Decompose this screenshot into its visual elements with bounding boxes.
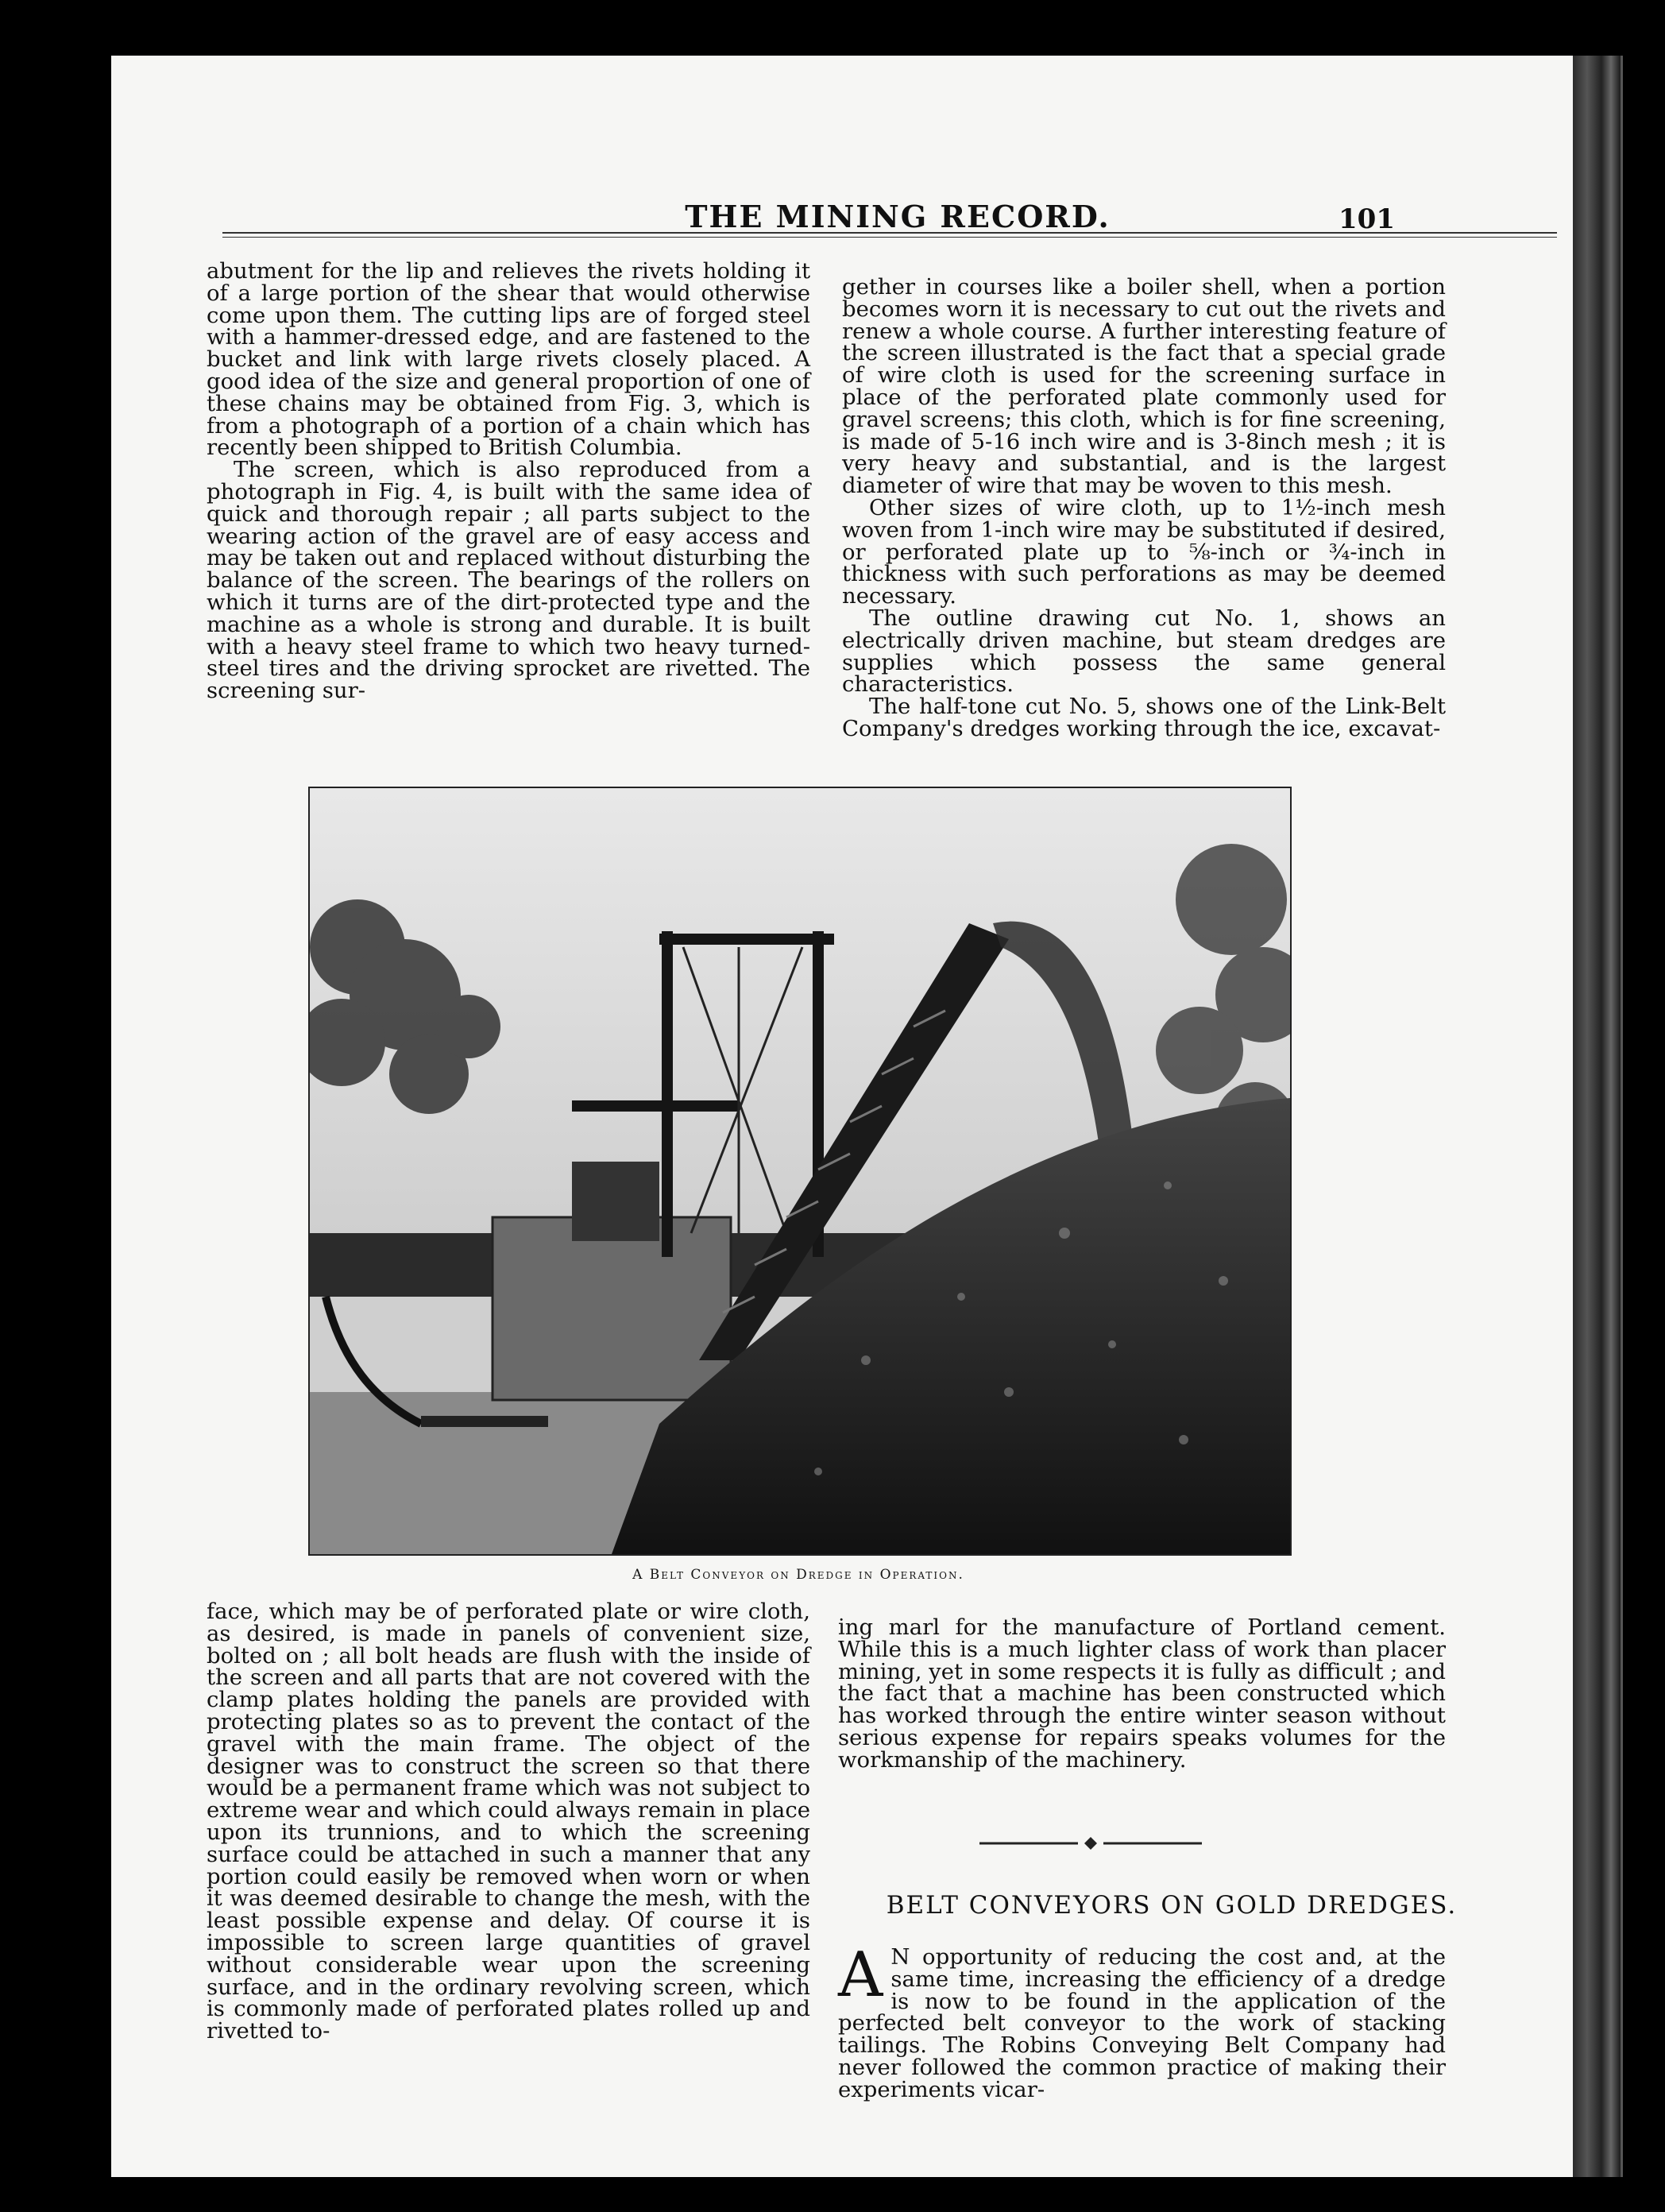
dredge-photo-image <box>310 788 1290 1554</box>
paragraph: gether in courses like a boiler shell, when a portion becomes worn it is necessary to cut out the rivets and renew a whole course. A further interesting feature of the screen illustrated is the fact that a special grade of wire cloth is used for the screening surface in place of the perforated plate commonly used for gravel screens; this cloth, which is for fine screening, is made of 5-16 inch wire and is 3-8inch mesh ; it is very heavy and substantial, and is the largest diameter of wire that may be woven to this mesh. <box>842 274 1446 499</box>
drop-cap: A <box>838 1939 883 2011</box>
paragraph: The half-tone cut No. 5, shows one of the Link-Belt Company's dredges working through the ice, excavat- <box>842 694 1446 741</box>
paragraph: The screen, which is also reproduced from a photograph in Fig. 4, is built with the same idea of quick and thorough repair ; all parts subject to the wearing action of the gravel are of easy access and may be taken out and replaced without disturbing the balance of the screen. The bearings of the rollers on which it turns are of the dirt-protected type and the machine as a whole is strong and durable. It is built with a heavy steel frame to which two heavy turned-steel tires and the driving sprocket are rivetted. The screening sur- <box>207 457 810 704</box>
paragraph: Other sizes of wire cloth, up to 1½-inch mesh woven from 1-inch wire may be substituted if desired, or perforated plate up to ⅝-inch or ¾-inch in thickness with such perforations as may be deemed necessary. <box>842 494 1446 609</box>
section-divider-ornament <box>979 1835 1202 1851</box>
paragraph: face, which may be of perforated plate or wire cloth, as desired, is made in panels of convenient size, bolted on ; all bolt heads are flush with the inside of the screen and all parts that are not covered with the clamp plates holding the panels are provided with protecting plates so as to prevent the contact of the gravel with the main frame. The object of the designer was to construct the screen so that there would be a permanent frame which was not subject to extreme wear and which could always remain in place upon its trunnions, and to which the screening surface could be attached in such a manner that any portion could easily be removed when worn or when it was deemed desirable to change the mesh, with the least possible expense and delay. Of course it is impossible to screen large quantities of gravel without considerable wear upon the screening surface, and in the ordinary revolving screen, which is commonly made of perforated plates rolled up and rivetted to- <box>207 1599 810 2044</box>
page <box>111 56 1623 2177</box>
book-spine <box>1573 56 1621 2177</box>
paragraph: abutment for the lip and relieves the rivets holding it of a large portion of the shear that would otherwise come upon them. The cutting lips are of forged steel with a hammer-dressed edge, and are fastened to the bucket and link with large rivets closely placed. A good idea of the size and general proportion of one of these chains may be obtained from Fig. 3, which is from a photograph of a portion of a chain which has recently been shipped to British Columbia. <box>207 258 810 461</box>
paragraph: ing marl for the manufacture of Portland cement. While this is a much lighter class of work than placer mining, yet in some respects it is fully as difficult ; and the fact that a machine has been constructed which has worked through the entire winter season without serious expense for repairs speaks volumes for the workmanship of the machinery. <box>838 1615 1446 1773</box>
column-bottom-right <box>838 1617 1446 1772</box>
column-top-left <box>207 258 810 704</box>
header-rule-2 <box>222 237 1557 238</box>
journal-title: THE MINING RECORD. <box>685 199 1111 234</box>
header-rule <box>222 232 1557 234</box>
dredge-photograph <box>308 787 1292 1556</box>
paragraph: The outline drawing cut No. 1, shows an electrically driven machine, but steam dredges are supplies which possess the same general characteristics. <box>842 605 1446 698</box>
column-top-right <box>842 276 1446 741</box>
section-body <box>838 1939 1446 2102</box>
page-number: 101 <box>1339 203 1395 235</box>
figure-caption: A Belt Conveyor on Dredge in Operation. <box>632 1567 964 1583</box>
section-title: BELT CONVEYORS ON GOLD DREDGES. <box>886 1891 1458 1920</box>
section-text: N opportunity of reducing the cost and, at the same time, increasing the efficiency of a dredge is now to be found in the application of the perfected belt conveyor to the work of stacking tailings. The Robins Conveying Belt Company had never followed the common practice of making their experiments vicar- <box>838 1944 1446 2102</box>
running-head <box>111 199 1621 246</box>
column-bottom-left <box>207 1601 810 2043</box>
